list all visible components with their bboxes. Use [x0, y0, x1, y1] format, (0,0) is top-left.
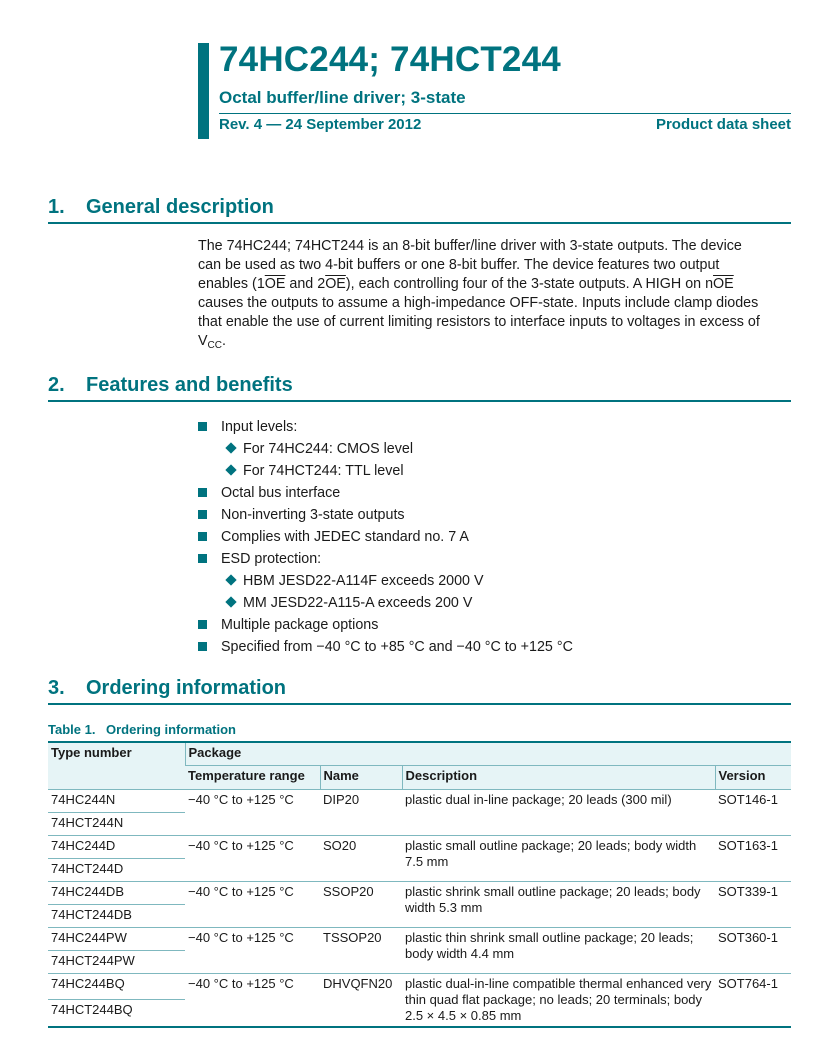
version-cell: SOT360-1 [715, 928, 791, 974]
feature-text: Input levels: [221, 419, 298, 435]
general-description-paragraph [198, 237, 793, 355]
type-number-cell: 74HCT244DB [48, 905, 185, 928]
section-number: 2. [48, 374, 65, 396]
package-name-cell: DIP20 [320, 790, 402, 836]
text-fragment: and 2 [285, 276, 326, 292]
table-header-row [48, 742, 791, 766]
description-line: that enable the use of current limiting resistors to interface inputs to voltages in excess of [198, 314, 760, 330]
section-heading-general-description [48, 196, 791, 224]
temperature-cell: −40 °C to +125 °C [185, 882, 320, 928]
feature-text: HBM JESD22-A114F exceeds 2000 V [243, 573, 484, 589]
list-item [198, 571, 793, 593]
header-temperature-range: Temperature range [185, 766, 320, 790]
document-type: Product data sheet [655, 116, 791, 133]
list-item [198, 527, 793, 549]
document-subtitle: Octal buffer/line driver; 3-state [219, 88, 466, 107]
description-line: can be used as two 4-bit buffers or one 8-bit buffer. The device features two output [198, 257, 720, 273]
type-number-cell: 74HC244DB [48, 882, 185, 905]
list-item [198, 439, 793, 461]
table-row [48, 836, 791, 859]
description-line [198, 332, 793, 355]
section-number: 3. [48, 677, 65, 699]
header-name: Name [320, 766, 402, 790]
table-label: Table 1. [48, 722, 96, 737]
header-version: Version [715, 766, 791, 790]
package-name-cell: TSSOP20 [320, 928, 402, 974]
type-number-cell: 74HC244N [48, 790, 185, 813]
package-name-cell: SO20 [320, 836, 402, 882]
text-fragment: ), each controlling four of the 3-state outputs. A HIGH on n [345, 276, 714, 292]
feature-text: ESD protection: [221, 551, 322, 567]
diamond-bullet-icon [225, 574, 236, 585]
list-item [198, 593, 793, 615]
version-cell: SOT146-1 [715, 790, 791, 836]
type-number-cell: 74HC244BQ [48, 974, 185, 1000]
version-cell: SOT339-1 [715, 882, 791, 928]
list-item [198, 505, 793, 527]
oe-signal: $\overline{OE}$ [713, 276, 734, 292]
section-title: Ordering information [86, 677, 286, 699]
feature-text: Non-inverting 3-state outputs [221, 507, 405, 523]
header-type-number: Type number [48, 742, 185, 790]
oe-signal: $\overline{OE}$ [264, 276, 286, 292]
text-fragment: enables (1 [198, 276, 265, 292]
description-line: causes the outputs to assume a high-impedance OFF-state. Inputs include clamp diodes [198, 295, 759, 311]
package-name-cell: SSOP20 [320, 882, 402, 928]
list-item [198, 615, 793, 637]
feature-text: Specified from −40 °C to +85 °C and −40 °C to +125 °C [221, 639, 573, 655]
description-cell: plastic thin shrink small outline package; 20 leads; body width 4.4 mm [402, 928, 715, 974]
square-bullet-icon [198, 422, 207, 431]
list-item [198, 637, 793, 659]
description-cell: plastic dual-in-line compatible thermal enhanced very thin quad flat package; no leads; 20 terminals; body 2.5 × 4.5 × 0.85 mm [402, 974, 715, 1028]
header-accent-bar [198, 43, 209, 139]
feature-text: Octal bus interface [221, 485, 341, 501]
revision-date: Rev. 4 — 24 September 2012 [219, 116, 422, 133]
header-rule [219, 113, 791, 114]
type-number-cell: 74HCT244PW [48, 951, 185, 974]
header-description: Description [402, 766, 715, 790]
description-line: The 74HC244; 74HCT244 is an 8-bit buffer/line driver with 3-state outputs. The device [198, 238, 742, 254]
temperature-cell: −40 °C to +125 °C [185, 928, 320, 974]
table-caption-text: Ordering information [106, 722, 236, 737]
square-bullet-icon [198, 532, 207, 541]
feature-text: MM JESD22-A115-A exceeds 200 V [243, 595, 473, 611]
table-row [48, 790, 791, 813]
section-title: Features and benefits [86, 374, 293, 396]
list-item [198, 483, 793, 505]
list-item [198, 461, 793, 483]
square-bullet-icon [198, 642, 207, 651]
package-name-cell: DHVQFN20 [320, 974, 402, 1028]
list-item [198, 549, 793, 571]
header-package: Package [185, 742, 791, 766]
description-cell: plastic small outline package; 20 leads; body width 7.5 mm [402, 836, 715, 882]
features-list [198, 417, 793, 659]
section-title: General description [86, 196, 274, 218]
temperature-cell: −40 °C to +125 °C [185, 790, 320, 836]
temperature-cell: −40 °C to +125 °C [185, 836, 320, 882]
section-number: 1. [48, 196, 65, 218]
section-heading-ordering-information [48, 677, 791, 705]
feature-text: For 74HC244: CMOS level [243, 441, 414, 457]
square-bullet-icon [198, 554, 207, 563]
table-row [48, 974, 791, 1000]
text-fragment: . [222, 333, 226, 349]
diamond-bullet-icon [225, 442, 236, 453]
oe-signal: $\overline{OE}$ [325, 276, 346, 292]
section-heading-features [48, 374, 791, 402]
type-number-cell: 74HCT244BQ [48, 1000, 185, 1027]
version-cell: SOT764-1 [715, 974, 791, 1028]
ordering-information-table [48, 741, 791, 1028]
vcc-subscript: CC [207, 340, 222, 351]
temperature-cell: −40 °C to +125 °C [185, 974, 320, 1028]
type-number-cell: 74HC244D [48, 836, 185, 859]
description-cell: plastic dual in-line package; 20 leads (300 mil) [402, 790, 715, 836]
diamond-bullet-icon [225, 464, 236, 475]
table-row [48, 882, 791, 905]
type-number-cell: 74HCT244N [48, 813, 185, 836]
table-row [48, 928, 791, 951]
description-line [198, 275, 793, 294]
list-item [198, 417, 793, 439]
square-bullet-icon [198, 488, 207, 497]
document-title: 74HC244; 74HCT244 [219, 40, 561, 79]
description-cell: plastic shrink small outline package; 20 leads; body width 5.3 mm [402, 882, 715, 928]
feature-text: For 74HCT244: TTL level [243, 463, 404, 479]
type-number-cell: 74HC244PW [48, 928, 185, 951]
type-number-cell: 74HCT244D [48, 859, 185, 882]
version-cell: SOT163-1 [715, 836, 791, 882]
square-bullet-icon [198, 620, 207, 629]
feature-text: Complies with JEDEC standard no. 7 A [221, 529, 469, 545]
diamond-bullet-icon [225, 596, 236, 607]
feature-text: Multiple package options [221, 617, 379, 633]
table-caption [48, 722, 236, 737]
vcc-symbol: V [198, 333, 208, 349]
square-bullet-icon [198, 510, 207, 519]
